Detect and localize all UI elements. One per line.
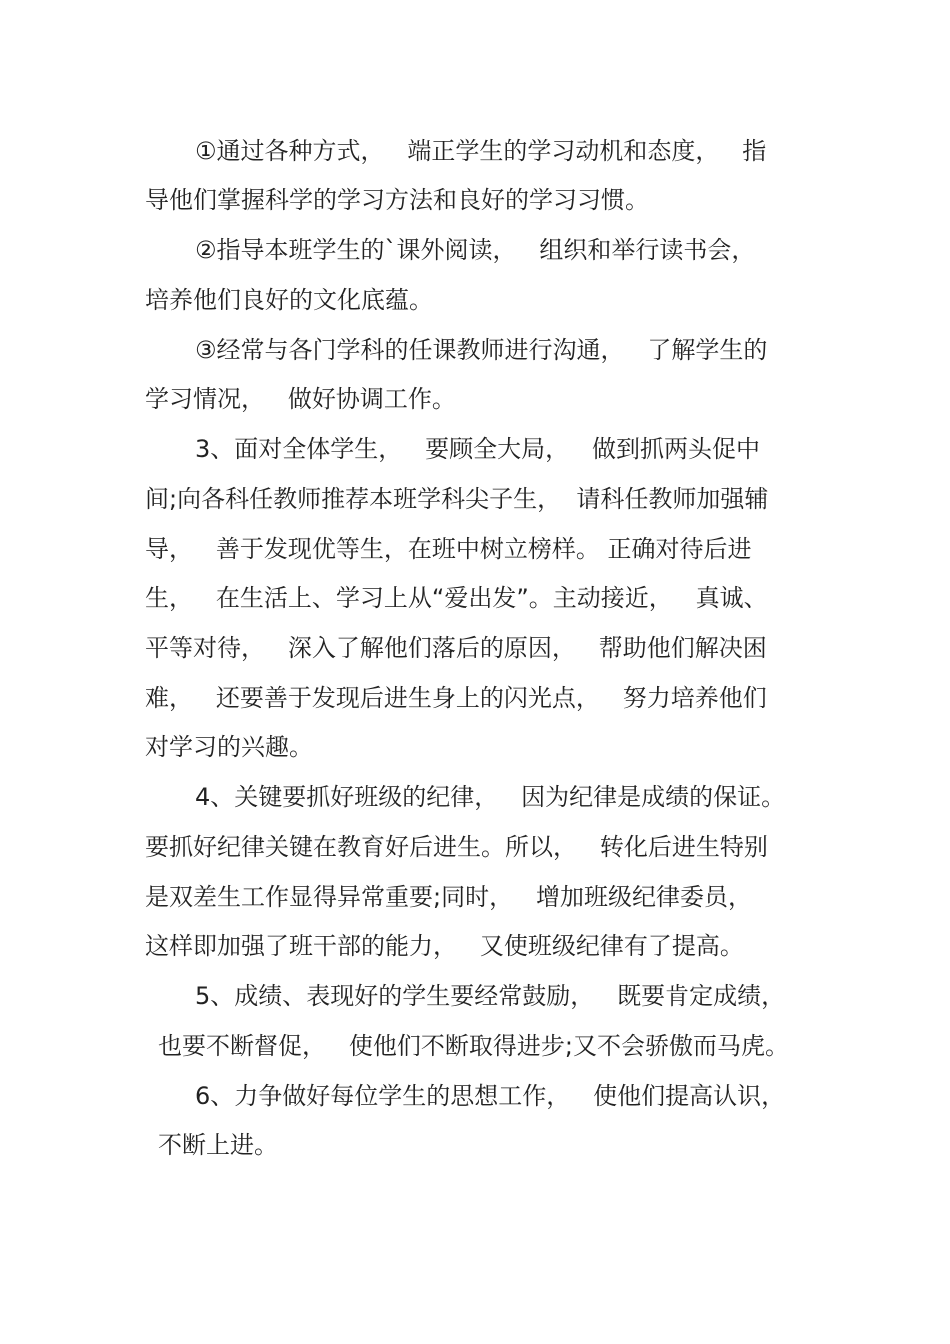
paragraph-line: ②指导本班学生的`课外阅读， 组织和举行读书会，: [195, 236, 756, 264]
paragraph-line: 生， 在生活上、学习上从“爱出发”。主动接近， 真诚、: [145, 584, 768, 612]
paragraph-line: ③经常与各门学科的任课教师进行沟通， 了解学生的: [195, 336, 768, 364]
paragraph-line: 这样即加强了班干部的能力， 又使班级纪律有了提高。: [145, 932, 744, 960]
paragraph-line: 导他们掌握科学的学习方法和良好的学习习惯。: [145, 186, 649, 214]
paragraph-line: 也要不断督促， 使他们不断取得进步;又不会骄傲而马虎。: [158, 1032, 789, 1060]
paragraph-line: ①通过各种方式， 端正学生的学习动机和态度， 指: [195, 137, 767, 165]
paragraph-line: 5、成绩、表现好的学生要经常鼓励， 既要肯定成绩，: [195, 982, 786, 1010]
paragraph-line: 导， 善于发现优等生，在班中树立榜样。 正确对待后进: [145, 535, 752, 563]
paragraph-line: 4、关键要抓好班级的纪律， 因为纪律是成绩的保证。: [195, 783, 786, 811]
paragraph-line: 间;向各科任教师推荐本班学科尖子生， 请科任教师加强辅: [145, 485, 769, 513]
paragraph-line: 难， 还要善于发现后进生身上的闪光点， 努力培养他们: [145, 684, 767, 712]
paragraph-line: 是双差生工作显得异常重要;同时， 增加班级纪律委员，: [145, 883, 752, 911]
paragraph-line: 要抓好纪律关键在教育好后进生。所以， 转化后进生特别: [145, 833, 768, 861]
paragraph-line: 学习情况， 做好协调工作。: [145, 385, 456, 413]
paragraph-line: 不断上进。: [158, 1131, 278, 1159]
paragraph-line: 对学习的兴趣。: [145, 733, 313, 761]
paragraph-line: 3、面对全体学生， 要顾全大局， 做到抓两头促中: [195, 435, 761, 463]
paragraph-line: 平等对待， 深入了解他们落后的原因， 帮助他们解决困: [145, 634, 767, 662]
paragraph-line: 培养他们良好的文化底蕴。: [145, 286, 433, 314]
paragraph-line: 6、力争做好每位学生的思想工作， 使他们提高认识，: [195, 1082, 786, 1110]
